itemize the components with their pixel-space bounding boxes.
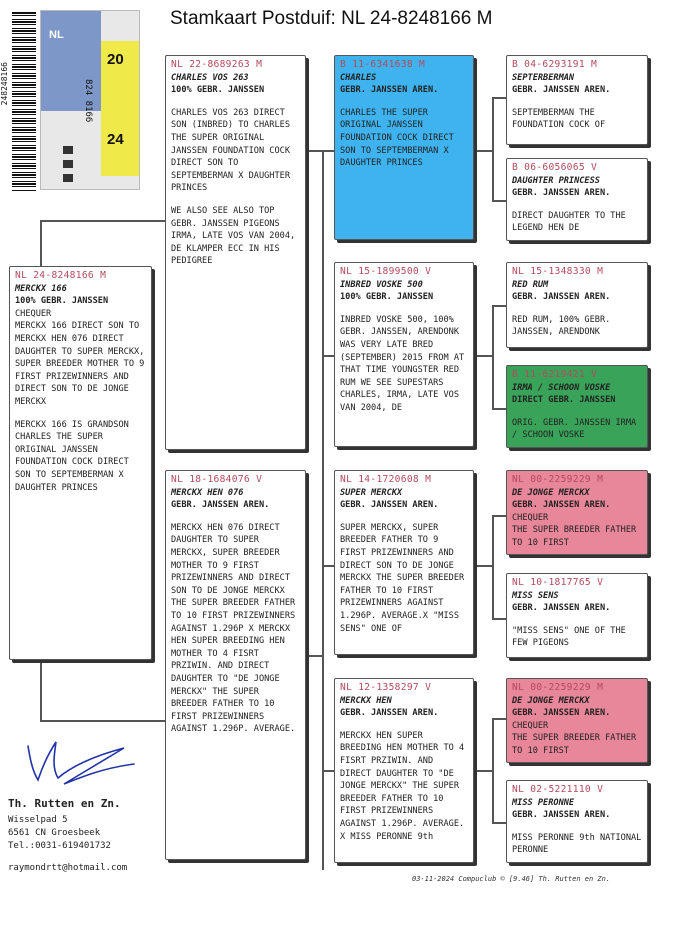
connector-line (322, 770, 334, 772)
father-name: CHARLES VOS 263 (171, 72, 249, 83)
connector-line (306, 150, 322, 152)
connector-line (492, 97, 494, 200)
fff-name: SEPTERBERMAN (512, 72, 575, 83)
mm-owner: GEBR. JANSSEN AREN. (340, 708, 439, 719)
connector-line (492, 515, 506, 517)
mff-owner: GEBR. JANSSEN AREN. (512, 500, 611, 511)
breeder-street: Wisselpad 5 (8, 815, 68, 825)
connector-line (40, 220, 42, 266)
connector-line (40, 720, 165, 722)
mff-card[interactable] (506, 470, 648, 555)
subject-name: MERCKX 166 (15, 283, 67, 294)
subject-owner: 100% GEBR. JANSSEN (15, 296, 109, 307)
mother-info: MERCKX HEN 076 DIRECT DAUGHTER TO SUPER MERCKX, SUPER BREEDER MOTHER TO 9 FIRST PRIZEWINNERS AND DIRECT SON TO DE JONGE MERCKX THE SUPER BREEDER FATHER TO 10 FIRST PRIZEWINNERS AGAINST 1.296P X MERCKX HEN SUPER BREEDING HEN MOTHER TO 4 FISRT PRZIWIN. AND DIRECT DAUGHTER TO "DE JONGE MERCKX" THE SUPER BREEDER FATHER TO 10 FIRST PRIZEWINNERS AGAINST 1.296P. AVERAGE. (171, 522, 296, 735)
fmf-owner: GEBR. JANSSEN AREN. (512, 292, 611, 303)
signature (24, 738, 154, 793)
mf-name: SUPER MERCKX (340, 487, 403, 498)
mmm-owner: GEBR. JANSSEN AREN. (512, 810, 611, 821)
ffm-owner: GEBR. JANSSEN AREN. (512, 188, 611, 199)
ring-sticker-code: 824 8166 (83, 79, 93, 123)
connector-line (492, 822, 506, 824)
fmf-ring: NL 15-1348330 M (512, 266, 604, 277)
father-extra: WE ALSO SEE ALSO TOP GEBR. JANSSEN PIGEONS IRMA, LATE VOS VAN 2004, DE KLAMPER ECC IN HIS PEDIGREE (171, 205, 296, 267)
connector-line (492, 408, 506, 410)
fmf-info: RED RUM, 100% GEBR. JANSSEN, ARENDONK (512, 314, 611, 338)
mother-name: MERCKX HEN 076 (171, 487, 244, 498)
mfm-owner: GEBR. JANSSEN AREN. (512, 603, 611, 614)
fmm-card[interactable] (506, 365, 648, 448)
fmm-owner: DIRECT GEBR. JANSSEN (512, 395, 616, 406)
connector-line (492, 718, 506, 720)
fff-ring: B 04-6293191 M (512, 59, 598, 70)
connector-line (322, 150, 324, 500)
ff-info: CHARLES THE SUPER ORIGINAL JANSSEN FOUNDATION COCK DIRECT SON TO SEPTEMBERMAN X DAUGHTER PRINCES (340, 107, 454, 169)
ffm-card[interactable] (506, 158, 648, 241)
breeder-phone: Tel.:0031-619401732 (8, 841, 111, 851)
mfm-info: "MISS SENS" ONE OF THE FEW PIGEONS (512, 625, 626, 649)
fm-name: INBRED VOSKE 500 (340, 279, 423, 290)
mfm-ring: NL 10-1817765 V (512, 577, 604, 588)
mff-ring: NL 00-2259229 M (512, 474, 604, 485)
footer-stamp: 03-11-2024 Compuclub © [9.46] Th. Rutten en Zn. (412, 875, 611, 883)
mf-owner: GEBR. JANSSEN AREN. (340, 500, 439, 511)
connector-line (492, 97, 506, 99)
connector-line (492, 515, 494, 618)
mmf-owner: GEBR. JANSSEN AREN. (512, 708, 611, 719)
fmm-name: IRMA / SCHOON VOSKE (512, 382, 611, 393)
fmm-ring: B 11-6219421 V (512, 369, 598, 380)
mm-card[interactable] (334, 678, 474, 863)
mff-info: CHEQUER THE SUPER BREEDER FATHER TO 10 FIRST (512, 512, 637, 548)
mmf-ring: NL 00-2259229 M (512, 682, 604, 693)
connector-line (492, 618, 506, 620)
mfm-card[interactable] (506, 573, 648, 658)
mmm-ring: NL 02-5221110 V (512, 784, 604, 795)
connector-line (306, 655, 322, 657)
barcode (12, 12, 36, 192)
ring-sticker-country: NL (49, 29, 64, 41)
father-card[interactable] (165, 55, 306, 450)
mmf-name: DE JONGE MERCKX (512, 695, 590, 706)
connector-line (322, 150, 334, 152)
fmm-info: ORIG. GEBR. JANSSEN IRMA / SCHOON VOSKE (512, 417, 637, 441)
subject-ring: NL 24-8248166 M (15, 270, 107, 281)
mm-info: MERCKX HEN SUPER BREEDING HEN MOTHER TO 4 FISRT PRZIWIN. AND DIRECT DAUGHTER TO "DE JONGE MERCKX" THE SUPER BREEDER FATHER TO 10 FIRST PRIZEWINNERS AGAINST 1.296P. AVERAGE. X MISS PERONNE 9th (340, 730, 465, 842)
mother-owner: GEBR. JANSSEN AREN. (171, 500, 270, 511)
father-owner: 100% GEBR. JANSSEN (171, 85, 265, 96)
connector-line (492, 200, 506, 202)
mm-ring: NL 12-1358297 V (340, 682, 432, 693)
fmf-card[interactable] (506, 262, 648, 348)
ff-name: CHARLES (340, 72, 377, 83)
subject-info: CHEQUER MERCKX 166 DIRECT SON TO MERCKX HEN 076 DIRECT DAUGHTER TO SUPER MERCKX, SUPER BREEDER MOTHER TO 9 FIRST PRIZEWINNERS AND DIRECT SON TO DE JONGE MERCKX (15, 308, 145, 407)
mfm-name: MISS SENS (512, 590, 559, 601)
ffm-name: DAUGHTER PRINCESS (512, 175, 600, 186)
fm-owner: 100% GEBR. JANSSEN (340, 292, 434, 303)
connector-line (474, 770, 492, 772)
breeder-email[interactable]: raymondrtt@hotmail.com (8, 863, 128, 873)
mff-name: DE JONGE MERCKX (512, 487, 590, 498)
mmf-info: CHEQUER THE SUPER BREEDER FATHER TO 10 FIRST (512, 720, 637, 756)
father-ring: NL 22-8689263 M (171, 59, 263, 70)
mother-ring: NL 18-1684076 V (171, 474, 263, 485)
connector-line (474, 565, 492, 567)
fm-ring: NL 15-1899500 V (340, 266, 432, 277)
connector-line (492, 305, 494, 408)
mother-card[interactable] (165, 470, 306, 860)
barcode-number: 248248166 (0, 62, 9, 106)
fff-card[interactable] (506, 55, 648, 145)
ring-sticker (40, 10, 140, 190)
mf-card[interactable] (334, 470, 474, 655)
fmf-name: RED RUM (512, 279, 549, 290)
connector-line (40, 660, 42, 720)
fm-info: INBRED VOSKE 500, 100% GEBR. JANSSEN, ARENDONK WAS VERY LATE BRED (SEPTEMBER) 2015 FROM AT THAT TIME YOUNGSTER RED RUM WE SEE SUPESTARS CHARLES, IRMA, LATE VOS VAN 2004, DE (340, 314, 465, 413)
mf-info: SUPER MERCKX, SUPER BREEDER FATHER TO 9 FIRST PRIZEWINNERS AND DIRECT SON TO DE JONGE MERCKX THE SUPER BREEDER FATHER TO 10 FIRST PRIZEWINNERS AGAINST 1.296P. AVERAGE.X "MISS SENS" ONE OF (340, 522, 465, 634)
breeder-name: Th. Rutten en Zn. (8, 797, 121, 810)
ring-sticker-icons (63, 146, 73, 186)
ring-sticker-year-bottom: 24 (107, 131, 124, 148)
ff-card[interactable] (334, 55, 474, 240)
connector-line (322, 565, 334, 567)
fff-owner: GEBR. JANSSEN AREN. (512, 85, 611, 96)
ff-owner: GEBR. JANSSEN AREN. (340, 85, 439, 96)
fff-info: SEPTEMBERMAN THE FOUNDATION COCK OF (512, 107, 606, 131)
page-title: Stamkaart Postduif: NL 24-8248166 M (170, 8, 493, 29)
subject-extra: MERCKX 166 IS GRANDSON CHARLES THE SUPER ORIGINAL JANSSEN FOUNDATION COCK DIRECT SON TO SEPTEMBERMAN X DAUGHTER PRINCES (15, 419, 129, 493)
mf-ring: NL 14-1720608 M (340, 474, 432, 485)
ff-ring: B 11-6341638 M (340, 59, 426, 70)
fm-card[interactable] (334, 262, 474, 447)
ffm-ring: B 06-6056065 V (512, 162, 598, 173)
connector-line (492, 718, 494, 822)
ffm-info: DIRECT DAUGHTER TO THE LEGEND HEN DE (512, 210, 626, 234)
connector-line (474, 150, 492, 152)
subject-card[interactable] (9, 266, 152, 660)
mm-name: MERCKX HEN (340, 695, 392, 706)
connector-line (492, 305, 506, 307)
mmm-card[interactable] (506, 780, 648, 863)
mmm-info: MISS PERONNE 9th NATIONAL PERONNE (512, 832, 642, 856)
connector-line (322, 355, 334, 357)
ring-sticker-year-top: 20 (107, 51, 124, 68)
connector-line (40, 220, 165, 222)
connector-line (474, 355, 492, 357)
connector-line (322, 500, 324, 870)
mmm-name: MISS PERONNE (512, 797, 575, 808)
father-info: CHARLES VOS 263 DIRECT SON (INBRED) TO CHARLES THE SUPER ORIGINAL JANSSEN FOUNDATION COCK DIRECT SON TO SEPTEMBERMAN X DAUGHTER PRINCES (171, 107, 290, 194)
mmf-card[interactable] (506, 678, 648, 763)
breeder-city: 6561 CN Groesbeek (8, 828, 101, 838)
